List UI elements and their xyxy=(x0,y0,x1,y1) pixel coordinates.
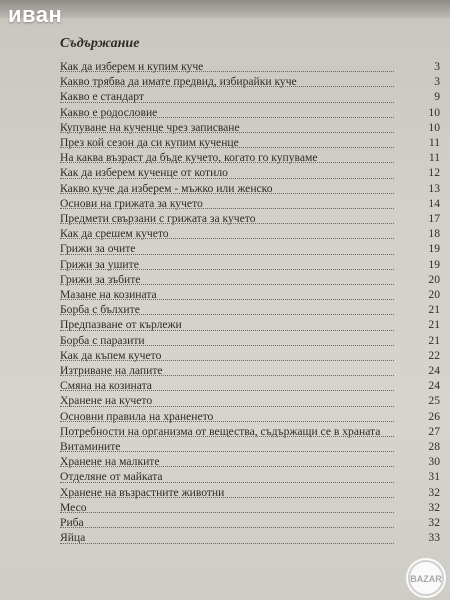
toc-entry-page: 9 xyxy=(434,90,440,104)
toc-entry-title: Основни правила на храненето xyxy=(60,410,398,423)
toc-entry-page: 21 xyxy=(428,303,440,317)
toc-entry xyxy=(60,90,440,103)
toc-entry xyxy=(60,394,440,407)
toc-entry xyxy=(60,455,440,468)
toc-entry xyxy=(60,121,440,134)
toc-entry-page: 27 xyxy=(428,424,440,438)
toc-entry-page: 32 xyxy=(428,516,440,530)
toc-entry-title: Хранене на възрастните животни xyxy=(60,486,398,499)
watermark-text: иван xyxy=(8,2,63,27)
toc-entry xyxy=(60,379,440,392)
toc-entry-title: Мазане на козината xyxy=(60,288,398,301)
toc-entry-page: 20 xyxy=(428,272,440,286)
toc-entry-title: Как да къпем кучето xyxy=(60,349,398,362)
toc-entry-page: 14 xyxy=(428,196,440,210)
toc-entry-title: На каква възраст да бъде кучето, когато го купуваме xyxy=(60,151,398,164)
toc-entry-title: Потребности на организма от вещества, съдържащи се в храната xyxy=(60,425,398,438)
toc-entry-title: Хранене на малките xyxy=(60,455,398,468)
toc-entry xyxy=(60,106,440,119)
toc-entry-title: Риба xyxy=(60,516,398,529)
toc-entry-title: Витамините xyxy=(60,440,398,453)
toc-entry xyxy=(60,486,440,499)
toc-entry-title: Предпазване от кърлежи xyxy=(60,318,398,331)
toc-entry-title: Грижи за очите xyxy=(60,242,398,255)
toc-entry-title: Какво куче да изберем - мъжко или женско xyxy=(60,182,398,195)
toc-entry-page: 12 xyxy=(428,166,440,180)
toc-entry-title: Борба с паразити xyxy=(60,334,398,347)
toc-entry-page: 17 xyxy=(428,212,440,226)
toc-entry-page: 11 xyxy=(428,151,440,165)
toc-entry xyxy=(60,258,440,271)
toc-entry-page: 28 xyxy=(428,440,440,454)
toc-entry-title: Основи на грижата за кучето xyxy=(60,197,398,210)
toc-entry-title: През кой сезон да си купим кученце xyxy=(60,136,398,149)
toc-entry-title: Как да срешем кучето xyxy=(60,227,398,240)
toc-entry xyxy=(60,273,440,286)
toc-entry-page: 3 xyxy=(434,60,440,73)
toc-entry xyxy=(60,531,440,544)
toc-entry xyxy=(60,334,440,347)
toc-entry xyxy=(60,182,440,195)
toc-entry-title: Какво е родословие xyxy=(60,106,398,119)
svg-text:BAZAR: BAZAR xyxy=(410,574,442,584)
toc-entry xyxy=(60,75,440,88)
toc-entry xyxy=(60,364,440,377)
toc-heading: Съдържание xyxy=(60,36,140,51)
toc-entry-title: Грижи за ушите xyxy=(60,258,398,271)
toc-entry xyxy=(60,212,440,225)
toc-entry-page: 20 xyxy=(428,288,440,302)
toc-entry-page: 32 xyxy=(428,500,440,514)
toc-entry xyxy=(60,410,440,423)
toc-entry-page: 19 xyxy=(428,242,440,256)
toc-entry xyxy=(60,60,440,73)
toc-entry xyxy=(60,470,440,483)
toc-entry xyxy=(60,440,440,453)
toc-entry-title: Борба с бълхите xyxy=(60,303,398,316)
toc-entry-title: Как да изберем и купим куче xyxy=(60,60,398,73)
toc-entry-page: 32 xyxy=(428,485,440,499)
toc-entry-page: 10 xyxy=(428,120,440,134)
toc-entry-title: Смяна на козината xyxy=(60,379,398,392)
toc-entry xyxy=(60,501,440,514)
toc-entry-title: Какво трябва да имате предвид, избирайки куче xyxy=(60,75,398,88)
toc-entry-title: Яйца xyxy=(60,531,398,544)
toc-entry-page: 25 xyxy=(428,394,440,408)
toc-entry-title: Изтриване на лапите xyxy=(60,364,398,377)
toc-entry xyxy=(60,166,440,179)
toc-entry xyxy=(60,242,440,255)
toc-entry xyxy=(60,288,440,301)
toc-entry xyxy=(60,425,440,438)
toc-entry-title: Грижи за зъбите xyxy=(60,273,398,286)
toc-entry-page: 3 xyxy=(434,75,440,89)
toc-entry-title: Какво е стандарт xyxy=(60,90,398,103)
toc-entry-page: 22 xyxy=(428,348,440,362)
toc-entry-page: 30 xyxy=(428,455,440,469)
toc-entry xyxy=(60,318,440,331)
table-of-contents xyxy=(60,60,440,547)
toc-entry-page: 31 xyxy=(428,470,440,484)
toc-entry-title: Купуване на кученце чрез записване xyxy=(60,121,398,134)
toc-entry-page: 18 xyxy=(428,227,440,241)
toc-entry-page: 19 xyxy=(428,257,440,271)
toc-entry-title: Предмети свързани с грижата за кучето xyxy=(60,212,398,225)
toc-entry-title: Месо xyxy=(60,501,398,514)
toc-entry-page: 26 xyxy=(428,409,440,423)
toc-entry xyxy=(60,516,440,529)
toc-entry xyxy=(60,349,440,362)
toc-entry-title: Хранене на кучето xyxy=(60,394,398,407)
toc-entry xyxy=(60,197,440,210)
toc-entry-page: 21 xyxy=(428,318,440,332)
toc-entry xyxy=(60,227,440,240)
toc-entry-page: 33 xyxy=(428,531,440,545)
toc-entry-page: 21 xyxy=(428,333,440,347)
toc-entry-page: 11 xyxy=(428,136,440,150)
bazar-logo-icon xyxy=(404,556,448,600)
toc-entry-title: Отделяне от майката xyxy=(60,470,398,483)
toc-entry-page: 10 xyxy=(428,105,440,119)
page-top-edge xyxy=(0,0,450,18)
toc-entry-page: 24 xyxy=(428,364,440,378)
toc-entry-title: Как да изберем кученце от котило xyxy=(60,166,398,179)
toc-entry-page: 13 xyxy=(428,181,440,195)
toc-entry xyxy=(60,303,440,316)
toc-entry-page: 24 xyxy=(428,379,440,393)
toc-entry xyxy=(60,136,440,149)
toc-entry xyxy=(60,151,440,164)
